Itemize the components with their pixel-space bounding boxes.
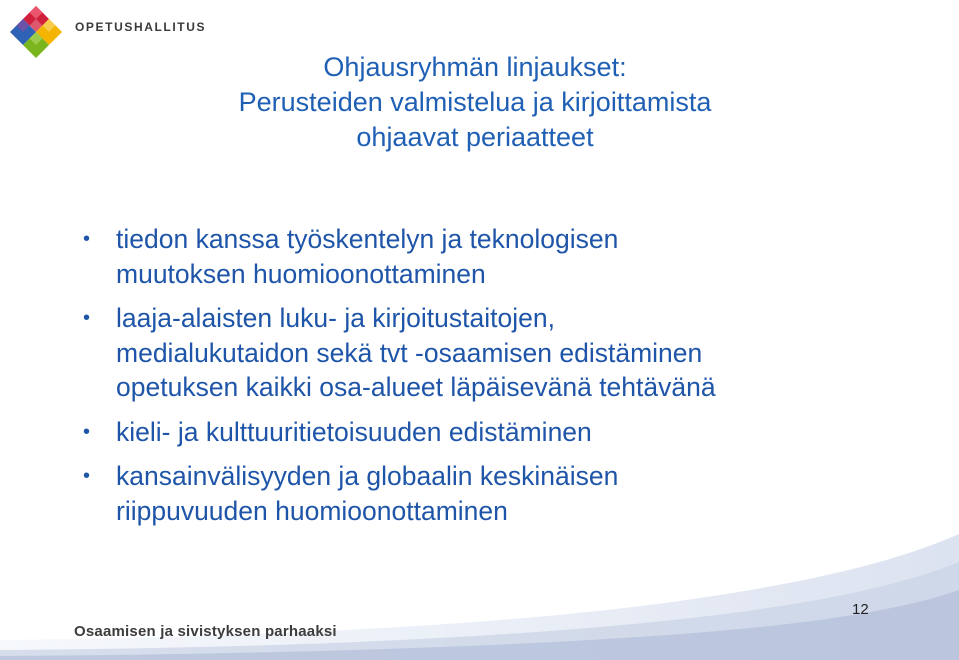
list-item-text: kansainvälisyyden ja globaalin keskinäisen <box>116 461 619 491</box>
logo-wordmark: OPETUSHALLITUS <box>75 20 207 34</box>
bullet-icon: • <box>83 307 91 329</box>
slide-title <box>140 50 810 155</box>
list-item-text: tiedon kanssa työskentelyn ja teknologisen <box>116 224 619 254</box>
bullet-icon: • <box>83 228 91 250</box>
bullet-icon: • <box>83 420 91 443</box>
list-item-text: laaja-alaisten luku- ja kirjoitustaitojen, <box>116 303 555 333</box>
list-item-text: muutoksen huomioonottaminen <box>116 258 486 289</box>
list-item <box>83 459 716 528</box>
title-line: Perusteiden valmistelua ja kirjoittamista <box>238 87 712 117</box>
title-line: ohjaavat periaatteet <box>356 122 594 152</box>
list-item <box>83 415 716 450</box>
bullet-list <box>83 222 716 538</box>
list-item-text: opetuksen kaikki osa-alueet läpäisevänä tehtävänä <box>116 372 716 402</box>
list-item-text: medialukutaidon sekä tvt -osaamisen edistäminen <box>116 337 703 368</box>
list-item-text: kieli- ja kulttuuritietoisuuden edistäminen <box>116 416 592 447</box>
list-item <box>83 301 716 370</box>
opetushallitus-logo-icon <box>8 4 64 60</box>
title-line: Ohjausryhmän linjaukset: <box>323 52 627 82</box>
list-item <box>83 370 716 405</box>
footer-slogan: Osaamisen ja sivistyksen parhaaksi <box>74 623 337 640</box>
page-number: 12 <box>852 601 869 618</box>
bullet-icon: • <box>83 465 91 487</box>
list-item-text: riippuvuuden huomioonottaminen <box>116 495 508 526</box>
list-item <box>83 222 716 291</box>
